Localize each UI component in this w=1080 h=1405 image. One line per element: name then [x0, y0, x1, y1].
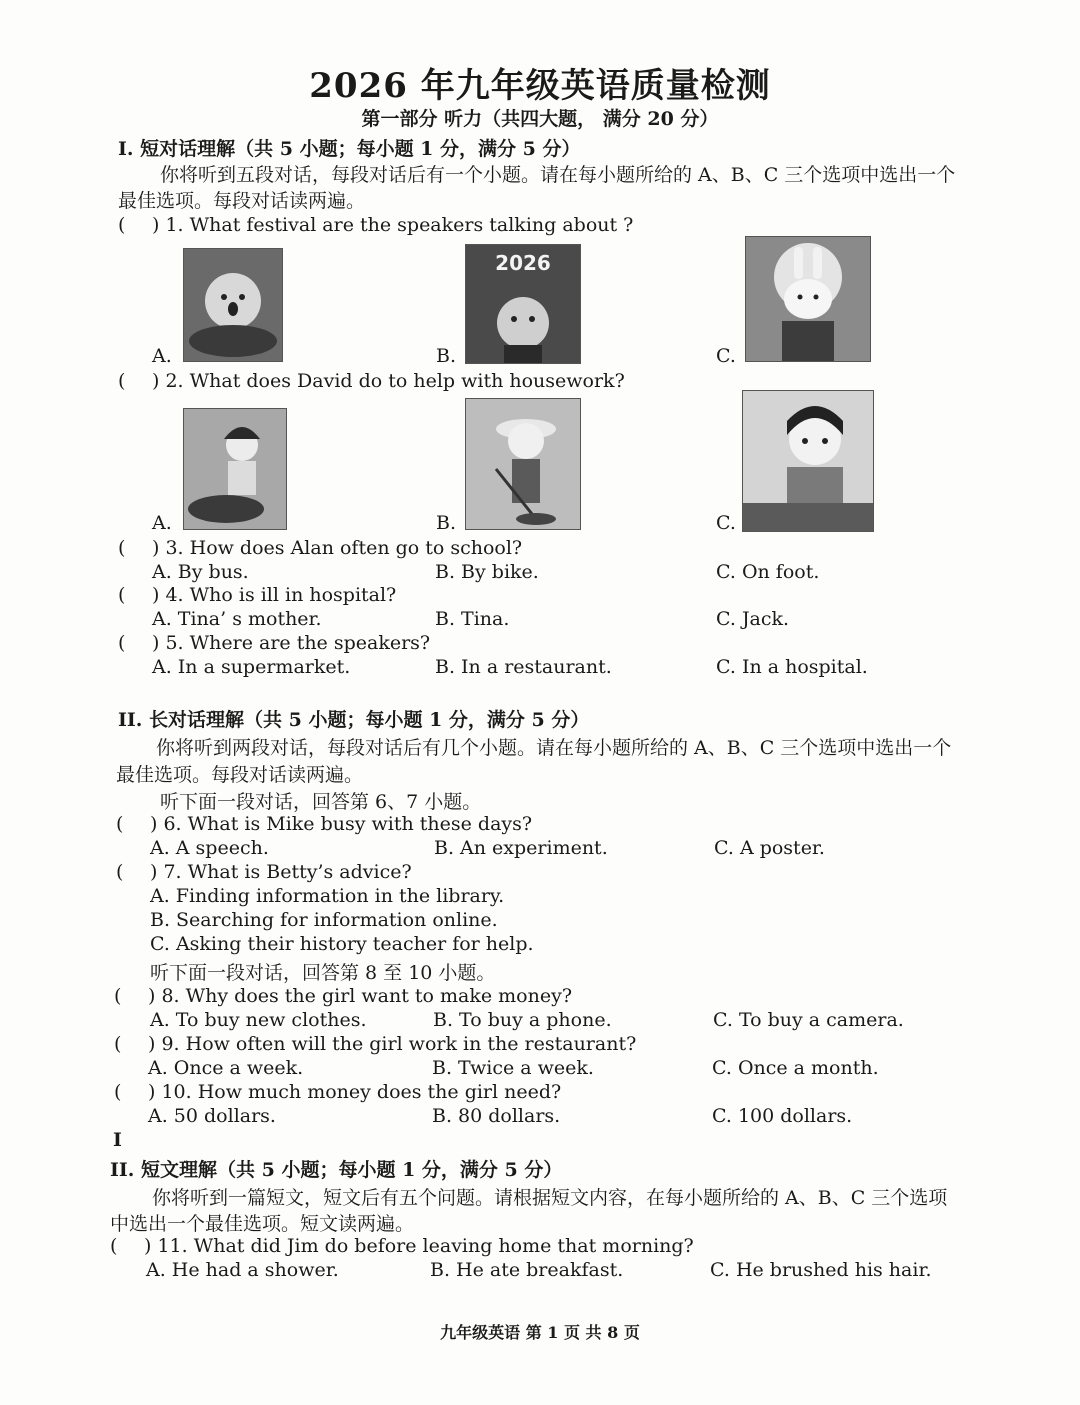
- option-a[interactable]: A. In a supermarket.: [152, 656, 351, 678]
- cooking-girl-image[interactable]: [183, 408, 287, 530]
- option-b[interactable]: B. In a restaurant.: [435, 656, 612, 678]
- stray-mark: I: [113, 1129, 122, 1151]
- answer-bracket[interactable]: (: [110, 1235, 118, 1257]
- option-b[interactable]: B. An experiment.: [434, 837, 608, 859]
- section-3-instruction-cont: 中选出一个最佳选项。短文读两遍。: [110, 1213, 415, 1235]
- section-1-instruction: 你将听到五段对话，每段对话后有一个小题。请在每小题所给的 A、B、C 三个选项中选出一个: [160, 164, 956, 186]
- option-a[interactable]: A. Tina’ s mother.: [152, 608, 322, 630]
- option-b[interactable]: B. 80 dollars.: [432, 1105, 561, 1127]
- question-text: ) 9. How often will the girl work in the restaurant?: [148, 1033, 637, 1055]
- section-2-instruction: 你将听到两段对话，每段对话后有几个小题。请在每小题所给的 A、B、C 三个选项中选出一个: [156, 737, 952, 759]
- option-b[interactable]: B. By bike.: [435, 561, 539, 583]
- question-10: [114, 1081, 561, 1103]
- part-heading: 第一部分 听力（共四大题， 满分 20 分）: [361, 108, 719, 130]
- dialogue-note: 听下面一段对话，回答第 6、7 小题。: [160, 791, 482, 813]
- answer-bracket[interactable]: (: [116, 813, 124, 835]
- answer-bracket[interactable]: (: [114, 1081, 122, 1103]
- question-2: [118, 370, 625, 392]
- question-5: [118, 632, 430, 654]
- question-text: ) 2. What does David do to help with housework?: [152, 370, 625, 392]
- question-text: ) 1. What festival are the speakers talking about ?: [152, 214, 634, 236]
- question-11: [110, 1235, 694, 1257]
- question-4: [118, 584, 396, 606]
- option-a[interactable]: A. He had a shower.: [146, 1259, 339, 1281]
- section-1-heading: I. 短对话理解（共 5 小题；每小题 1 分，满分 5 分）: [118, 138, 581, 160]
- option-b-label: B.: [436, 512, 457, 534]
- question-text: ) 4. Who is ill in hospital?: [152, 584, 397, 606]
- option-a-label: A.: [152, 512, 172, 534]
- option-c[interactable]: C. Once a month.: [712, 1057, 879, 1079]
- answer-bracket[interactable]: (: [118, 214, 126, 236]
- question-9: [114, 1033, 636, 1055]
- option-c[interactable]: C. A poster.: [714, 837, 825, 859]
- option-c[interactable]: C. He brushed his hair.: [710, 1259, 932, 1281]
- calendar-year: 2026: [495, 251, 551, 275]
- option-a[interactable]: A. To buy new clothes.: [150, 1009, 367, 1031]
- question-6: [116, 813, 532, 835]
- option-b-label: B.: [436, 345, 457, 367]
- option-c-label: C.: [716, 512, 736, 534]
- option-b[interactable]: B. To buy a phone.: [433, 1009, 612, 1031]
- option-a[interactable]: A. A speech.: [150, 837, 269, 859]
- option-c[interactable]: C. Asking their history teacher for help.: [150, 933, 534, 955]
- option-a[interactable]: A. Once a week.: [148, 1057, 304, 1079]
- section-3-instruction: 你将听到一篇短文，短文后有五个问题。请根据短文内容，在每小题所给的 A、B、C 三个选项: [152, 1187, 948, 1209]
- option-a[interactable]: A. By bus.: [152, 561, 249, 583]
- answer-bracket[interactable]: (: [118, 370, 126, 392]
- question-text: ) 11. What did Jim do before leaving home that morning?: [144, 1235, 694, 1257]
- rabbit-lantern-image[interactable]: [745, 236, 871, 362]
- answer-bracket[interactable]: (: [116, 861, 124, 883]
- option-c[interactable]: C. 100 dollars.: [712, 1105, 853, 1127]
- answer-bracket[interactable]: (: [118, 537, 126, 559]
- page-footer: 九年级英语 第 1 页 共 8 页: [440, 1323, 640, 1342]
- option-c[interactable]: C. In a hospital.: [716, 656, 868, 678]
- question-3: [118, 537, 522, 559]
- page-title: 2026 年九年级英语质量检测: [309, 66, 771, 106]
- option-b[interactable]: B. Searching for information online.: [150, 909, 498, 931]
- question-text: ) 5. Where are the speakers?: [152, 632, 431, 654]
- washing-dishes-image[interactable]: [742, 390, 874, 532]
- section-1-instruction-cont: 最佳选项。每段对话读两遍。: [118, 190, 366, 212]
- question-text: ) 3. How does Alan often go to school?: [152, 537, 523, 559]
- section-2-instruction-cont: 最佳选项。每段对话读两遍。: [116, 764, 364, 786]
- answer-bracket[interactable]: (: [118, 632, 126, 654]
- option-b[interactable]: B. He ate breakfast.: [430, 1259, 624, 1281]
- dialogue-note: 听下面一段对话，回答第 8 至 10 小题。: [150, 962, 496, 984]
- option-c[interactable]: C. Jack.: [716, 608, 790, 630]
- option-b[interactable]: B. Twice a week.: [432, 1057, 594, 1079]
- answer-bracket[interactable]: (: [114, 985, 122, 1007]
- question-text: ) 8. Why does the girl want to make money?: [148, 985, 573, 1007]
- answer-bracket[interactable]: (: [114, 1033, 122, 1055]
- option-a[interactable]: A. 50 dollars.: [148, 1105, 276, 1127]
- question-text: ) 6. What is Mike busy with these days?: [150, 813, 533, 835]
- option-c[interactable]: C. On foot.: [716, 561, 820, 583]
- question-text: ) 10. How much money does the girl need?: [148, 1081, 562, 1103]
- option-a[interactable]: A. Finding information in the library.: [150, 885, 505, 907]
- option-b[interactable]: B. Tina.: [435, 608, 510, 630]
- option-a-label: A.: [152, 345, 172, 367]
- question-text: ) 7. What is Betty’s advice?: [150, 861, 412, 883]
- question-8: [114, 985, 572, 1007]
- question-1: [118, 214, 633, 236]
- option-c[interactable]: C. To buy a camera.: [713, 1009, 904, 1031]
- new-year-calendar-image[interactable]: [465, 244, 581, 364]
- option-c-label: C.: [716, 345, 736, 367]
- section-3-heading: II. 短文理解（共 5 小题；每小题 1 分，满分 5 分）: [110, 1159, 563, 1181]
- answer-bracket[interactable]: (: [118, 584, 126, 606]
- mid-autumn-mooncake-image[interactable]: [183, 248, 283, 362]
- question-7: [116, 861, 412, 883]
- sweeping-girl-image[interactable]: [465, 398, 581, 530]
- section-2-heading: II. 长对话理解（共 5 小题；每小题 1 分，满分 5 分）: [118, 709, 590, 731]
